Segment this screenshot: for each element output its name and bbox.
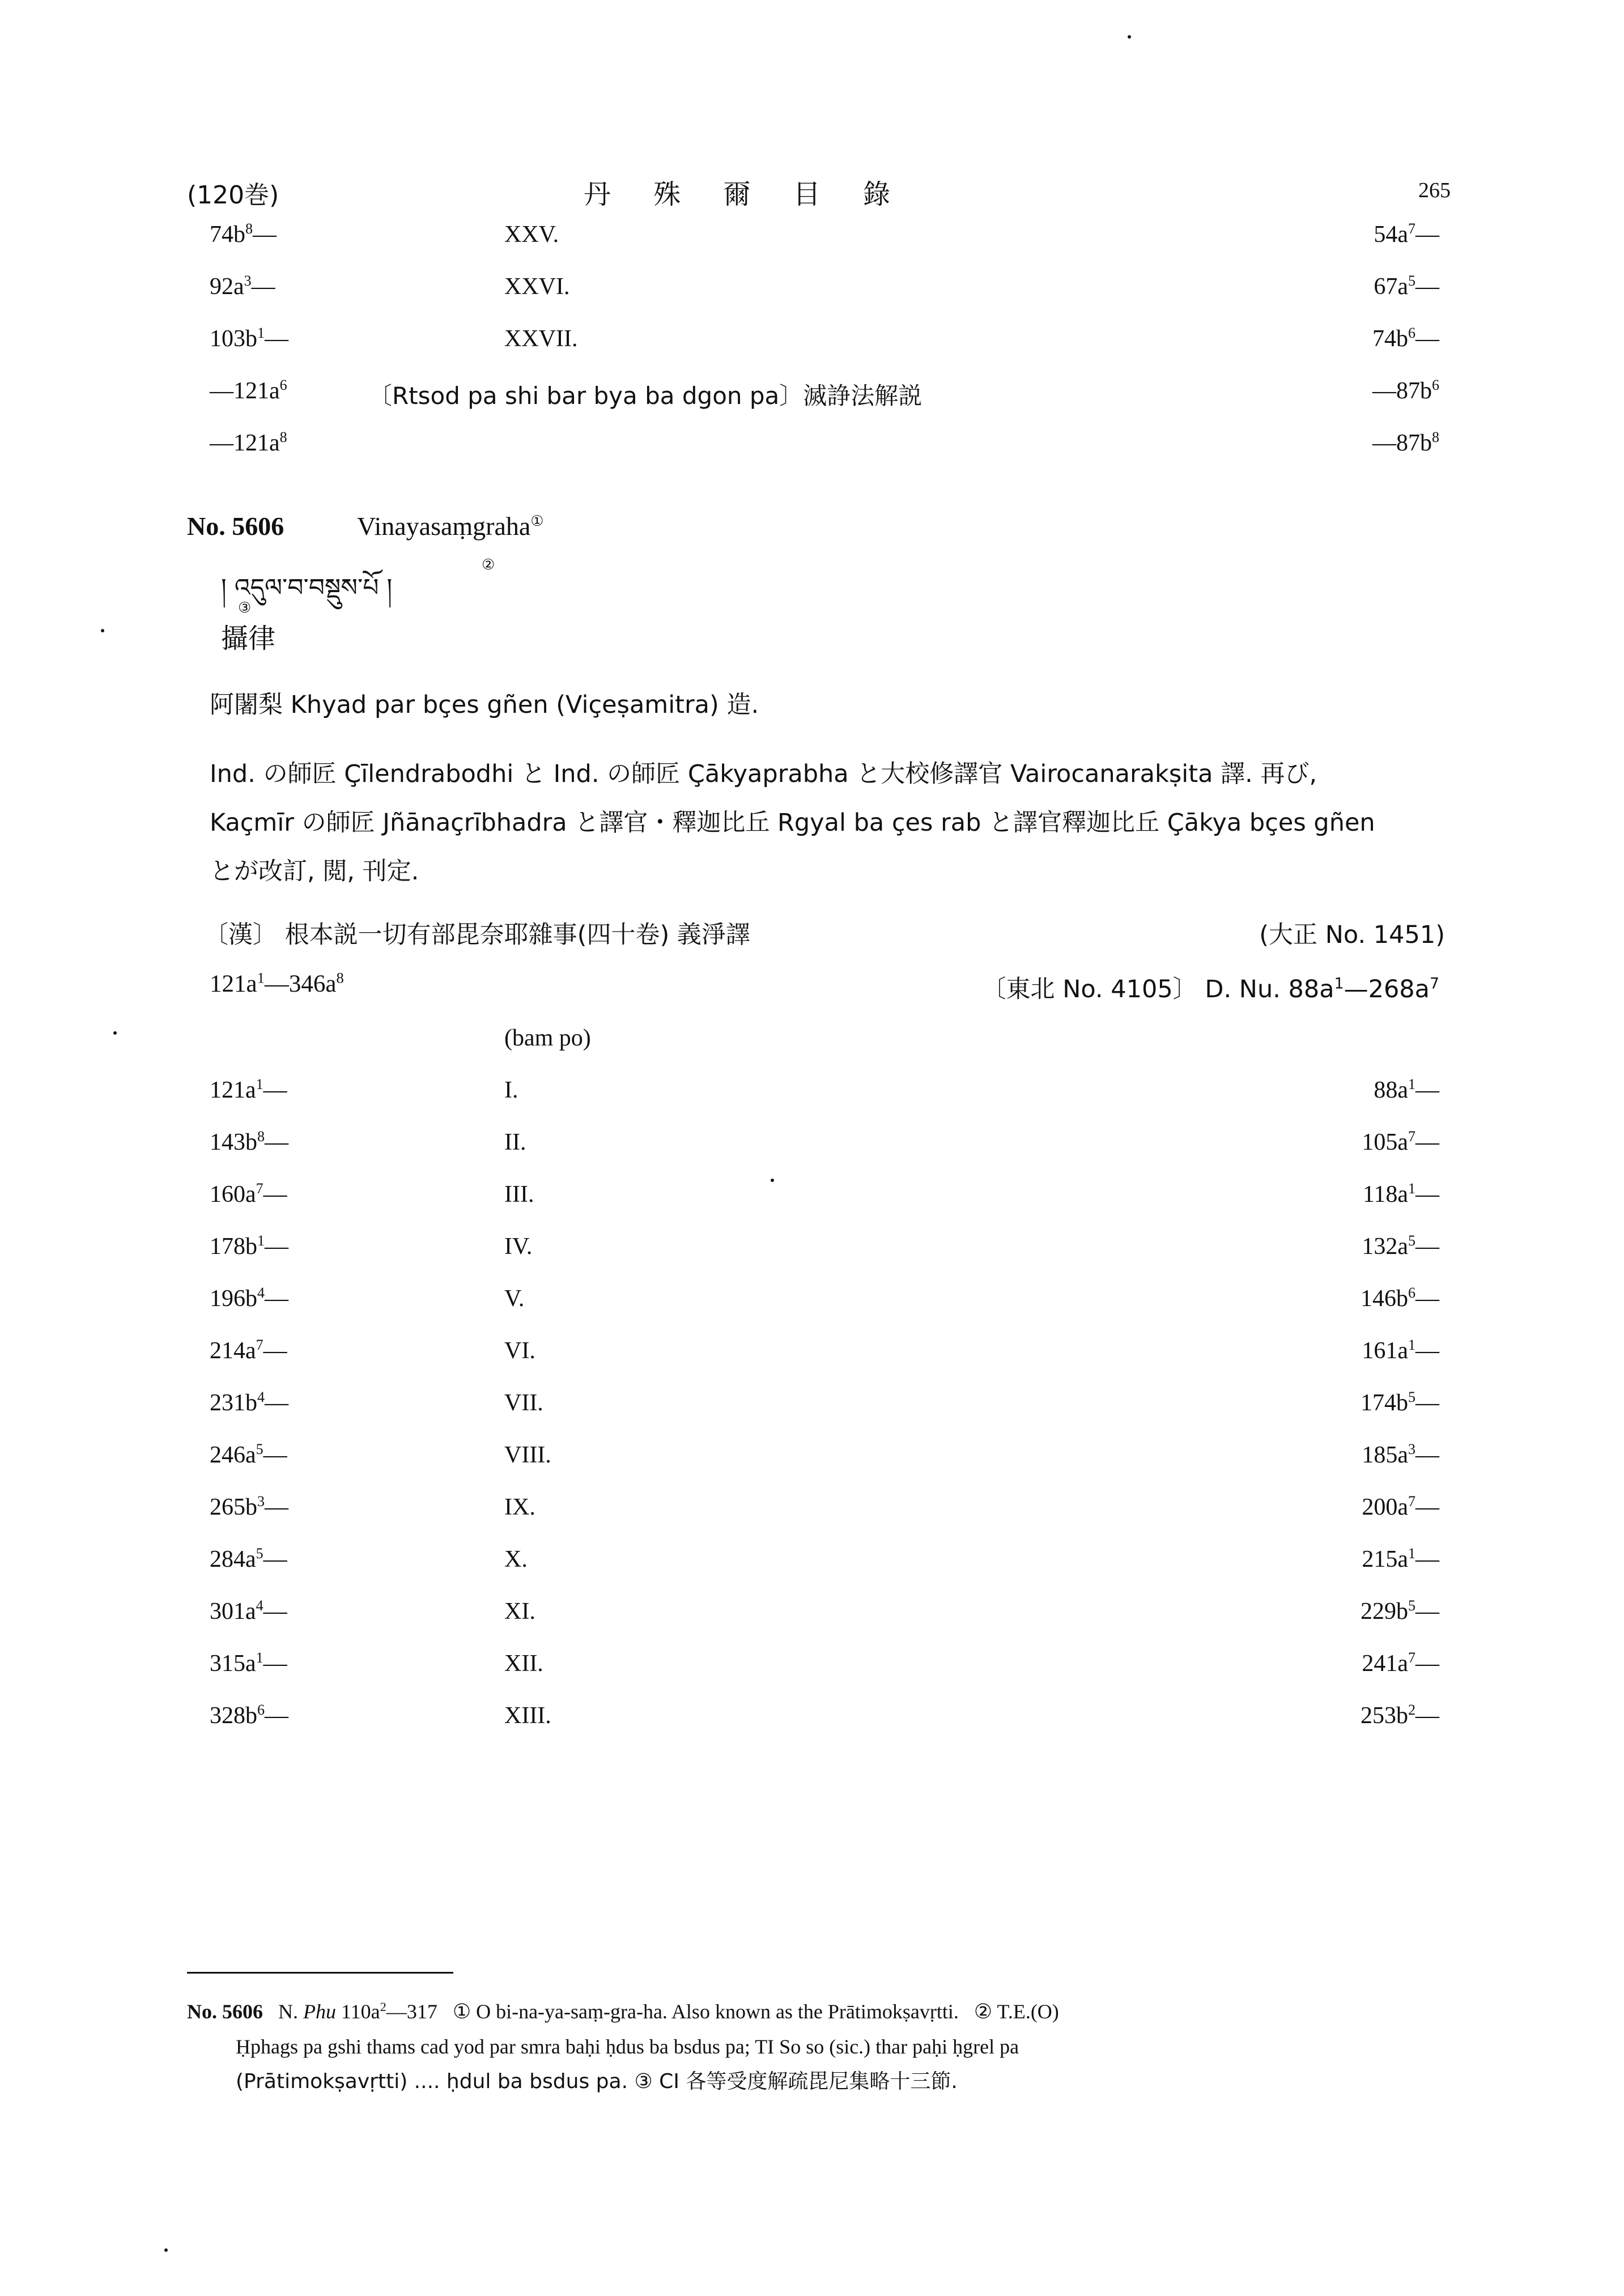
margin-dot-left-1 bbox=[101, 629, 104, 632]
folio-left: $328b^6—$ bbox=[210, 1702, 289, 1729]
table-row bbox=[187, 377, 1451, 430]
margin-dot-left-2 bbox=[113, 1031, 117, 1035]
bam-po-label: (bam po) bbox=[504, 1025, 591, 1051]
folio-right: $229b^5—$ bbox=[1360, 1597, 1439, 1625]
table-row bbox=[187, 1181, 1451, 1233]
table-row bbox=[187, 1285, 1451, 1337]
folio-left: $160a^7—$ bbox=[210, 1180, 287, 1207]
folio-right: $—87b^6$ bbox=[1372, 377, 1439, 404]
reference-right: 〔東北 No. 4105〕 D. Nu. $88a^1—268a^7$ bbox=[981, 975, 1439, 1004]
footnote-source: N. bbox=[278, 2000, 298, 2023]
author-line: 阿闍梨 Khyad par bçes gñen (Viçeṣamitra) 造. bbox=[210, 691, 759, 719]
folio-left: $315a^1—$ bbox=[210, 1649, 287, 1677]
folio-right: $54a^7—$ bbox=[1374, 220, 1439, 248]
entry-heading bbox=[187, 511, 1451, 560]
document-body bbox=[187, 170, 1451, 1754]
section-numeral: I. bbox=[504, 1077, 518, 1103]
folio-left: $—121a^8$ bbox=[210, 429, 287, 456]
table-row bbox=[187, 1337, 1451, 1389]
table-row bbox=[187, 1077, 1451, 1129]
page-title: 丹 殊 爾 目 錄 bbox=[584, 178, 908, 210]
chinese-colophon-left: 〔漢〕 根本説一切有部毘奈耶雜事(四十卷) 義淨譯 bbox=[204, 921, 750, 949]
entry-number: No. 5606 bbox=[187, 512, 284, 541]
section-numeral: XXVII. bbox=[504, 326, 578, 352]
table-row bbox=[187, 221, 1451, 273]
section-numeral: VIII. bbox=[504, 1442, 551, 1468]
folio-left: $92a^3—$ bbox=[210, 273, 275, 300]
table-row bbox=[187, 273, 1451, 325]
folio-right: $—87b^8$ bbox=[1372, 429, 1439, 456]
folio-left: $284a^5—$ bbox=[210, 1545, 287, 1572]
section-numeral: IV. bbox=[504, 1234, 533, 1260]
section-numeral: X. bbox=[504, 1546, 528, 1572]
footnote-text bbox=[187, 1994, 1451, 2099]
folio-left: $121a^1—$ bbox=[210, 1076, 287, 1103]
footnote-volume: Phu bbox=[303, 2000, 336, 2023]
folio-right: $88a^1—$ bbox=[1374, 1076, 1439, 1103]
folio-right: $174b^5—$ bbox=[1360, 1389, 1439, 1416]
translator-line-3: とが改訂, 閲, 刊定. bbox=[210, 857, 419, 886]
table-row bbox=[187, 1233, 1451, 1285]
entry-chinese-title bbox=[187, 599, 1451, 665]
folio-right: $185a^3—$ bbox=[1362, 1441, 1439, 1468]
page-number: 265 bbox=[1418, 178, 1451, 202]
folio-left: $231b^4—$ bbox=[210, 1389, 289, 1416]
footnotes bbox=[187, 1972, 1451, 2099]
folio-right: $241a^7—$ bbox=[1362, 1649, 1439, 1677]
footnote-marker-2: ② bbox=[482, 556, 495, 573]
folio-right: $118a^1—$ bbox=[1362, 1180, 1439, 1207]
folio-left: $103b^1—$ bbox=[210, 325, 289, 352]
table-row bbox=[187, 1702, 1451, 1754]
section-title: 〔Rtsod pa shi bar bya ba dgon pa〕滅諍法解説 bbox=[368, 382, 922, 410]
section-numeral: IX. bbox=[504, 1494, 535, 1520]
folio-left: $265b^3—$ bbox=[210, 1493, 289, 1520]
folio-right: $67a^5—$ bbox=[1374, 273, 1439, 300]
folio-right: $253b^2—$ bbox=[1360, 1702, 1439, 1729]
folio-right: $105a^7—$ bbox=[1362, 1128, 1439, 1155]
margin-dot-bottom bbox=[164, 2248, 168, 2252]
table-row bbox=[187, 325, 1451, 377]
section-numeral: XXV. bbox=[504, 222, 559, 248]
table-row bbox=[187, 1389, 1451, 1442]
section-numeral: XII. bbox=[504, 1651, 543, 1677]
translator-line-1: Ind. の師匠 Çīlendrabodhi と Ind. の師匠 Çākyaprabha と大校修譯官 Vairocanarakṣita 譯. 再び, bbox=[210, 760, 1317, 788]
table-row bbox=[187, 1494, 1451, 1546]
folio-right: $132a^5—$ bbox=[1362, 1232, 1439, 1260]
translator-line-2: Kaçmīr の師匠 Jñānaçrībhadra と譯官・釋迦比丘 Rgyal ba çes rab と譯官釋迦比丘 Çākya bçes gñen bbox=[210, 809, 1375, 837]
folio-right: $200a^7—$ bbox=[1362, 1493, 1439, 1520]
folio-left: $178b^1—$ bbox=[210, 1232, 289, 1260]
folio-left: $301a^4—$ bbox=[210, 1597, 287, 1625]
folio-left: $246a^5—$ bbox=[210, 1441, 287, 1468]
footnote-entry-number: No. 5606 bbox=[187, 2000, 263, 2023]
folio-right: $74b^6—$ bbox=[1372, 325, 1439, 352]
section-numeral: VII. bbox=[504, 1390, 543, 1416]
tibetan-text: ། འདུལ་བ་བསྡུས་པོ ། bbox=[221, 573, 393, 602]
folio-left: $214a^7—$ bbox=[210, 1337, 287, 1364]
section-numeral: V. bbox=[504, 1286, 525, 1312]
folio-left: $74b^8—$ bbox=[210, 220, 277, 248]
entry-tibetan-title bbox=[187, 556, 1451, 616]
footnote-line-3: (Prātimokṣavṛtti) .... ḥdul ba bsdus pa. ③ CI 各等受度解疏毘尼集略十三節. bbox=[236, 2070, 958, 2093]
page-header bbox=[187, 170, 1451, 221]
entry-sanskrit-title: Vinayasaṃgraha① bbox=[357, 512, 544, 541]
section-numeral: III. bbox=[504, 1181, 534, 1207]
reference-left: $121a^1—346a^8$ bbox=[210, 969, 344, 997]
section-numeral: XXVI. bbox=[504, 274, 570, 300]
section-numeral: VI. bbox=[504, 1338, 535, 1364]
section-numeral: XI. bbox=[504, 1598, 535, 1625]
footnote-line-2: Ḥphags pa gshi thams cad yod par smra baḥi ḥdus ba bsdus pa; TI So so (sic.) thar paḥi ḥgrel pa bbox=[236, 2035, 1019, 2058]
folio-left: $143b^8—$ bbox=[210, 1128, 289, 1155]
section-numeral: XIII. bbox=[504, 1703, 551, 1729]
footnote-rule bbox=[187, 1972, 453, 1974]
table-row bbox=[187, 1129, 1451, 1181]
folio-left: $196b^4—$ bbox=[210, 1285, 289, 1312]
folio-right: $215a^1—$ bbox=[1362, 1545, 1439, 1572]
table-row bbox=[187, 1546, 1451, 1598]
chinese-colophon bbox=[187, 916, 1451, 970]
chinese-colophon-right: (大正 No. 1451) bbox=[1259, 921, 1445, 949]
folio-left: $—121a^6$ bbox=[210, 377, 287, 404]
footnote-marker-3: ③ bbox=[238, 599, 252, 616]
section-table bbox=[187, 1077, 1451, 1754]
footnote-folio: $110a^2—317$ bbox=[341, 2000, 437, 2023]
margin-dot-top bbox=[1128, 35, 1131, 39]
reference-line bbox=[187, 970, 1451, 1024]
volume-label: (120巻) bbox=[187, 181, 279, 210]
table-row bbox=[187, 430, 1451, 482]
footnote-note-1: ① O bi-na-ya-saṃ-gra-ha. Also known as the Prātimokṣavṛtti. bbox=[452, 2000, 959, 2023]
table-row bbox=[187, 1650, 1451, 1702]
table-row bbox=[187, 1598, 1451, 1650]
section-numeral: II. bbox=[504, 1129, 526, 1155]
folio-right: $161a^1—$ bbox=[1362, 1337, 1439, 1364]
footnote-note-2: ② T.E.(O) bbox=[973, 2000, 1059, 2023]
table-row bbox=[187, 1442, 1451, 1494]
folio-right: $146b^6—$ bbox=[1360, 1285, 1439, 1312]
chinese-text: 攝律 bbox=[221, 623, 276, 654]
